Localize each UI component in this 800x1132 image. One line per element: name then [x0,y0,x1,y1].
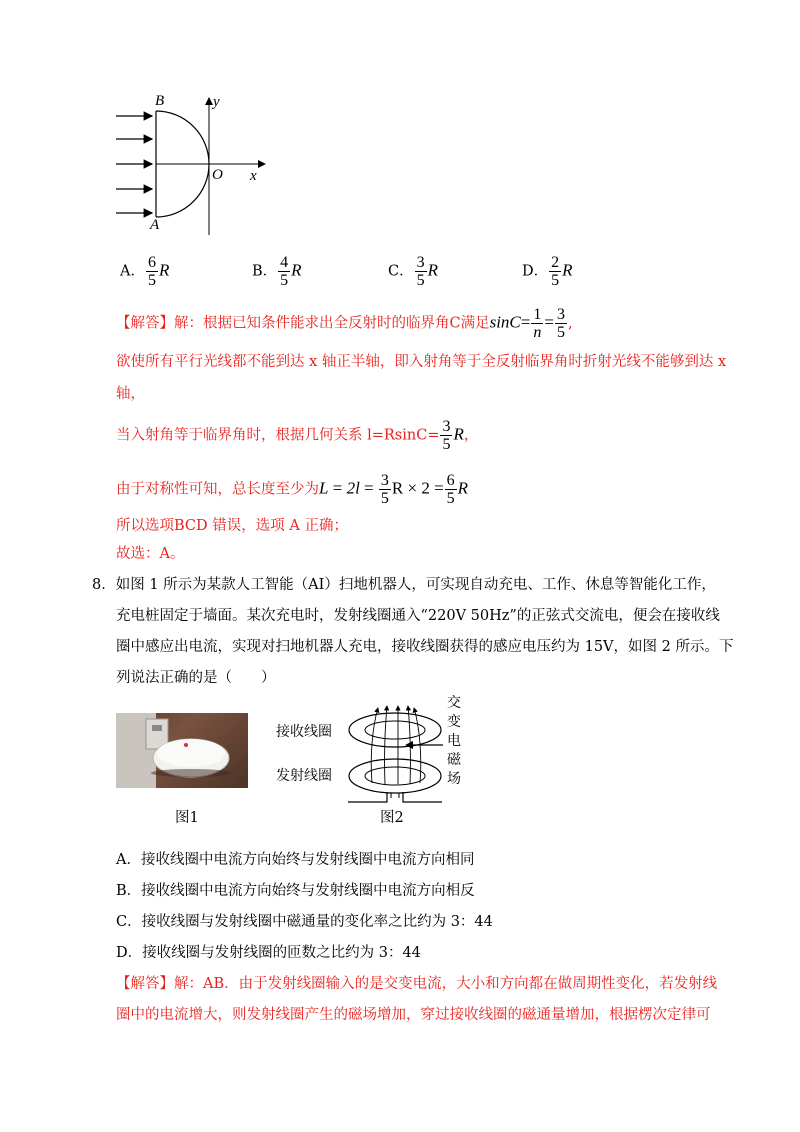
q7-answer-line5: 由于对称性可知，总长度至少为L = 2l = $\frac{3}{5}$ R × 2 = $\frac{6}{5}$ R [116,472,469,507]
fig1-caption: 图1 [175,810,199,826]
q7-answer-line4: 当入射角等于临界角时，根据几何关系 l=RsinC= $\frac{3}{5}$ R， [116,418,479,453]
fig2-emit-label: 发射线圈 [276,768,332,784]
fig2-caption: 图2 [380,810,404,826]
q7-answer-line7: 故选：A。 [116,546,185,562]
q8-option-d[interactable]: D．接收线圈与发射线圈的匝数之比约为 3：44 [116,945,421,961]
label-a: A [150,217,160,233]
label-x: x [250,168,257,184]
semicircle-optics-figure [110,90,280,240]
q7-answer-line6: 所以选项BCD 错误，选项 A 正确； [116,518,348,534]
q7-answer-line2: 欲使所有平行光线都不能到达 x 轴正半轴，即入射角等于全反射临界角时折射光线不能够到达 x [116,354,727,370]
q7-option-b[interactable]: B． $\frac{4}{5}$ R [252,254,302,289]
q8-answer-line2: 圈中的电流增大，则发射线圈产生的磁场增加，穿过接收线圈的磁通量增加，根据楞次定律可 [116,1007,711,1023]
q7-answer-line3: 轴， [116,386,145,402]
q7-option-a[interactable]: A． $\frac{6}{5}$ R [120,254,170,289]
fig2-field-label: 交 变 电 磁 场 [447,695,461,787]
robot-vacuum-icon [116,713,248,788]
answer-tag: 【解答】 [116,976,174,992]
answer-tag: 【解答】 [116,315,174,332]
q8-stem-line2: 充电桩固定于墙面。某次充电时，发射线圈通入“220V 50Hz”的正弦式交流电，便会在接收线 [116,608,720,624]
q7-answer-line1: 【解答】解：根据已知条件能求出全反射时的临界角C满足sinC= $\frac{1}{n}$ = $\frac{3}{5}$ , [116,306,573,341]
label-o: O [212,167,223,183]
label-y: y [213,94,220,110]
q8-option-b[interactable]: B．接收线圈中电流方向始终与发射线圈中电流方向相反 [116,883,475,899]
label-b: B [155,93,165,109]
fig2-receive-label: 接收线圈 [276,724,332,740]
q8-stem-line1: 8．如图 1 所示为某款人工智能（AI）扫地机器人，可实现自动充电、工作、休息等智能化工作， [92,577,716,593]
q7-option-c[interactable]: C． $\frac{3}{5}$ R [388,254,438,289]
q8-option-a[interactable]: A．接收线圈中电流方向始终与发射线圈中电流方向相同 [116,852,475,868]
q8-answer-line1: 【解答】解：AB．由于发射线圈输入的是交变电流，大小和方向都在做周期性变化，若发射线 [116,976,718,992]
field-pointer-arrow [405,738,445,752]
coils-diagram [340,698,450,808]
q8-option-c[interactable]: C．接收线圈与发射线圈中磁通量的变化率之比约为 3：44 [116,914,493,930]
q7-option-d[interactable]: D． $\frac{2}{5}$ R [522,254,573,289]
robot-vacuum-photo [116,713,248,788]
q8-stem-line3: 圈中感应出电流，实现对扫地机器人充电，接收线圈获得的感应电压约为 15V，如图 2 所示。下 [116,639,734,655]
q8-stem-line4: 列说法正确的是（ ） [116,670,276,686]
